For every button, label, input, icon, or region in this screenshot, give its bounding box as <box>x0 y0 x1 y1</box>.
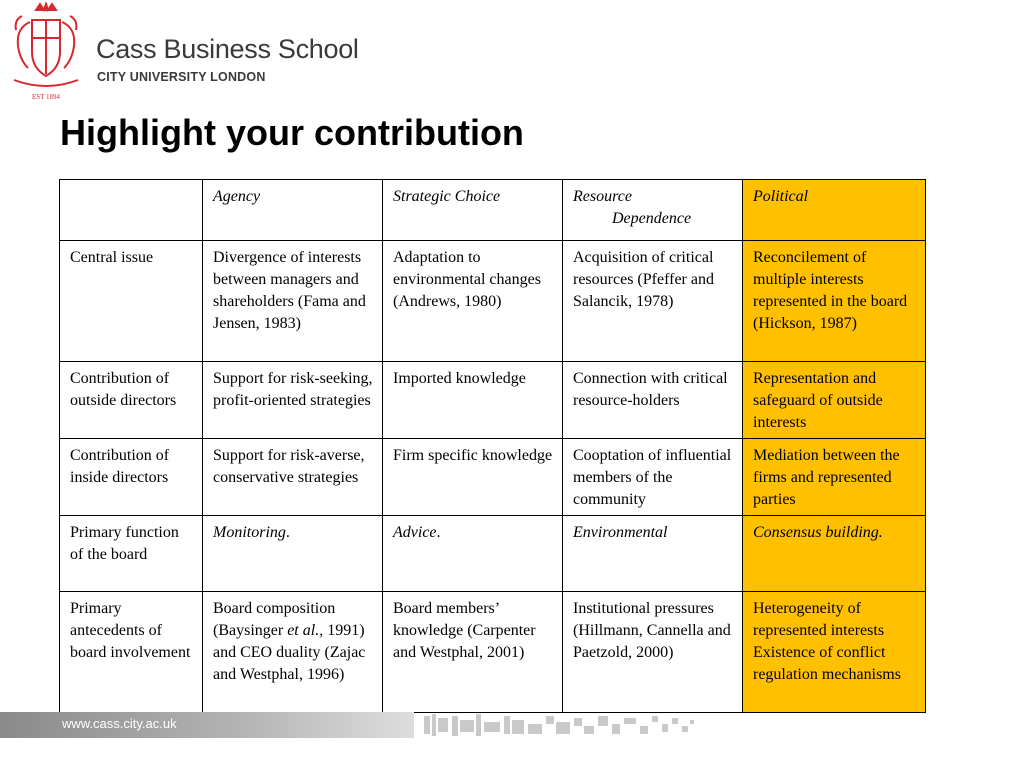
table-header-row <box>60 180 926 241</box>
cell-agency-text: Monitoring <box>213 524 286 541</box>
cell-strategic-text: Advice <box>393 524 437 541</box>
table-row <box>60 516 926 592</box>
cell-resource: Connection with critical resource-holders <box>563 362 743 439</box>
cell-agency: Divergence of interests between managers and shareholders (Fama and Jensen, 1983) <box>203 241 383 362</box>
cell-agency: Monitoring. <box>203 516 383 592</box>
table-row <box>60 592 926 713</box>
crest-est: EST 1894 <box>31 93 61 101</box>
header-empty-cell <box>60 180 203 241</box>
cell-strategic: Firm specific knowledge <box>383 439 563 516</box>
cell-strategic: Advice. <box>383 516 563 592</box>
page-title: Highlight your contribution <box>60 112 524 153</box>
table-row <box>60 241 926 362</box>
cell-strategic: Board members’ knowledge (Carpenter and Westphal, 2001) <box>383 592 563 713</box>
cell-political: Representation and safeguard of outside interests <box>743 362 926 439</box>
row-label: Contribution of outside directors <box>60 362 203 439</box>
table-row <box>60 439 926 516</box>
footer-pattern-graphic <box>424 712 696 738</box>
cell-resource: Environmental <box>563 516 743 592</box>
cell-resource: Acquisition of critical resources (Pfeffer and Salancik, 1978) <box>563 241 743 362</box>
header-political: Political <box>743 180 926 241</box>
cell-resource: Institutional pressures (Hillmann, Cannella and Paetzold, 2000) <box>563 592 743 713</box>
row-label: Primary antecedents of board involvement <box>60 592 203 713</box>
cell-political: Reconcilement of multiple interests represented in the board (Hickson, 1987) <box>743 241 926 362</box>
cell-agency-part-c: , 1991) and CEO duality (Zajac and Westphal, 1996) <box>213 622 366 683</box>
header-resource-dependence <box>563 180 743 241</box>
cell-agency-part-b: et al. <box>287 622 320 639</box>
cell-political: Heterogeneity of represented interests Existence of conflict regulation mechanisms <box>743 592 926 713</box>
header-resource: Resource <box>573 188 632 205</box>
header-agency: Agency <box>203 180 383 241</box>
row-label: Primary function of the board <box>60 516 203 592</box>
school-subtitle: CITY UNIVERSITY LONDON <box>97 70 266 84</box>
header-dependence: Dependence <box>612 210 692 227</box>
cell-political: Consensus building. <box>743 516 926 592</box>
comparison-table <box>59 179 926 713</box>
cell-agency: Support for risk-averse, conservative strategies <box>203 439 383 516</box>
cell-resource: Cooptation of influential members of the community <box>563 439 743 516</box>
footer-url[interactable]: www.cass.city.ac.uk <box>62 716 177 731</box>
cass-crest-logo <box>4 2 88 102</box>
cell-political: Mediation between the firms and represented parties <box>743 439 926 516</box>
cell-agency-part-a: Board composition (Baysinger <box>213 600 336 639</box>
cell-agency <box>203 592 383 713</box>
row-label: Central issue <box>60 241 203 362</box>
cell-strategic: Adaptation to environmental changes (Andrews, 1980) <box>383 241 563 362</box>
row-label: Contribution of inside directors <box>60 439 203 516</box>
school-name: Cass Business School <box>96 34 359 64</box>
table-row <box>60 362 926 439</box>
header-strategic-choice: Strategic Choice <box>383 180 563 241</box>
cell-agency: Support for risk-seeking, profit-oriented strategies <box>203 362 383 439</box>
cell-strategic: Imported knowledge <box>383 362 563 439</box>
